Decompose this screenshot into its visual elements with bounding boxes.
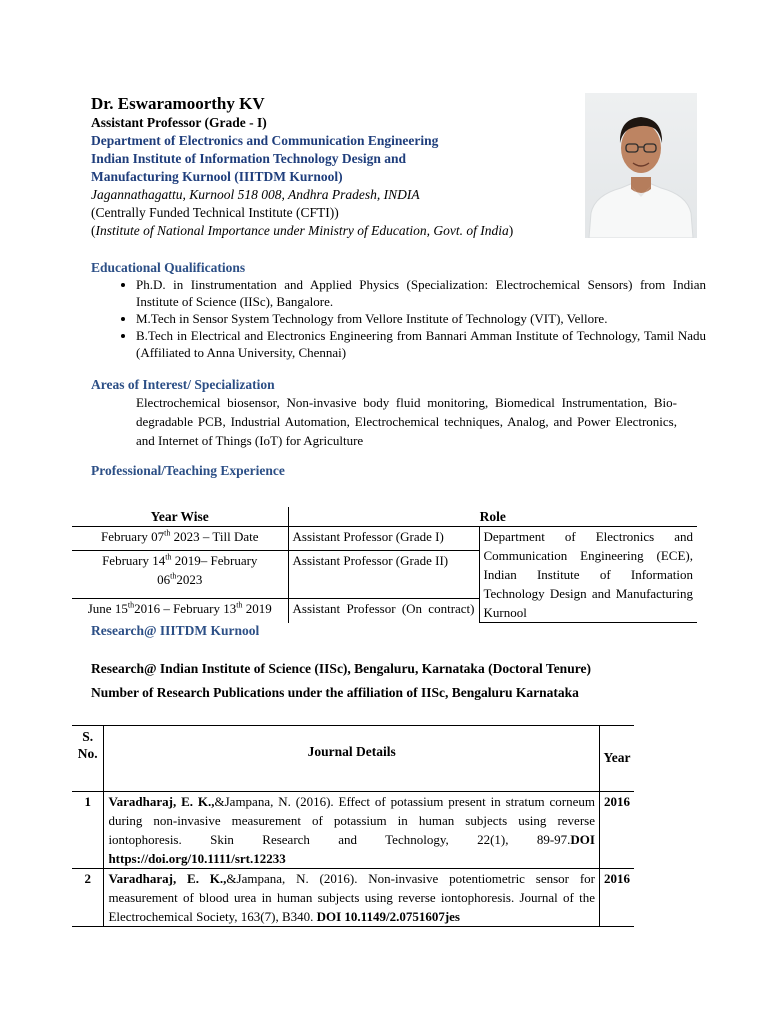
cfti-note: (Centrally Funded Technical Institute (CFTI)) [91, 205, 339, 220]
publications-table [72, 725, 634, 927]
department: Department of Electronics and Communication Engineering [91, 133, 439, 148]
research-iisc-heading: Research@ Indian Institute of Science (IISc), Bengaluru, Karnataka (Doctoral Tenure) [91, 661, 591, 676]
journal-details-cell: Varadharaj, E. K.,&Jampana, N. (2016). Effect of potassium present in stratum corneum during non-invasive measurement of potassium in human subjects using reverse iontophoresis. Skin Research and Technology, 22(1), 89-97.DOI https://doi.org/10.1111/srt.12233 [104, 792, 600, 869]
table-row [72, 869, 634, 927]
col-year-header: Year [599, 726, 634, 792]
institute-line-2: Manufacturing Kurnool (IIITDM Kurnool) [91, 169, 343, 184]
interests-heading: Areas of Interest/ Specialization [91, 377, 275, 392]
name: Dr. Eswaramoorthy KV [91, 94, 265, 113]
table-row [72, 527, 697, 551]
education-item: • Ph.D. in Iinstrumentation and Applied Physics (Specialization: Electrochemical Sensors) from Indian Institute of Science (IISc), Bangalore. [136, 276, 706, 310]
role-cell: Assistant Professor (Grade II) [288, 551, 479, 599]
col-role-header: Role [288, 507, 697, 527]
sno-cell: 1 [72, 792, 104, 869]
position: Assistant Professor (Grade - I) [91, 115, 267, 130]
research-iiitdm-heading: Research@ IIITDM Kurnool [91, 623, 260, 638]
sno-cell: 2 [72, 869, 104, 927]
publications-heading: Number of Research Publications under the affiliation of IISc, Bengaluru Karnataka [91, 685, 579, 700]
role-cell: Assistant Professor (Grade I) [288, 527, 479, 551]
ini-note: (Institute of National Importance under Ministry of Education, Govt. of India) [91, 223, 514, 238]
education-list [108, 276, 706, 361]
interests-text: Electrochemical biosensor, Non-invasive body fluid monitoring, Biomedical Instrumentation, Bio-degradable PCB, Industrial Automation, Electrochemical techniques, Analog, and Power Electronics, and Internet of Things (IoT) for Agriculture [136, 395, 677, 448]
col-year-header: Year Wise [72, 507, 288, 527]
experience-heading: Professional/Teaching Experience [91, 463, 285, 478]
year-cell: February 07th 2023 – Till Date [72, 527, 288, 551]
table-row [72, 792, 634, 869]
education-item: • B.Tech in Electrical and Electronics Engineering from Bannari Amman Institute of Technology, Tamil Nadu (Affiliated to Anna University, Chennai) [136, 327, 706, 361]
year-cell: June 15th2016 – February 13th 2019 [72, 599, 288, 623]
profile-photo [585, 93, 697, 238]
address: Jagannathagattu, Kurnool 518 008, Andhra Pradesh, INDIA [91, 187, 420, 202]
year-cell: February 14th 2019– February 06th2023 [72, 551, 288, 599]
col-sno-header: S. No. [72, 726, 104, 792]
year-cell: 2016 [599, 792, 634, 869]
role-cell: Assistant Professor (On contract) [288, 599, 479, 623]
col-details-header: Journal Details [104, 726, 600, 792]
experience-table [72, 507, 697, 623]
year-cell: 2016 [599, 869, 634, 927]
education-heading: Educational Qualifications [91, 260, 246, 275]
journal-details-cell: Varadharaj, E. K.,&Jampana, N. (2016). Non-invasive potentiometric sensor for measurement of blood urea in human subjects using reverse iontophoresis. Journal of the Electrochemical Society, 163(7), B340. DOI 10.1149/2.0751607jes [104, 869, 600, 927]
department-cell: Department of Electronics and Communication Engineering (ECE), Indian Institute of Information Technology Design and Manufacturing Kurnool [479, 527, 697, 623]
education-item: • M.Tech in Sensor System Technology from Vellore Institute of Technology (VIT), Vellore. [136, 310, 706, 327]
institute-line-1: Indian Institute of Information Technology Design and [91, 151, 407, 166]
